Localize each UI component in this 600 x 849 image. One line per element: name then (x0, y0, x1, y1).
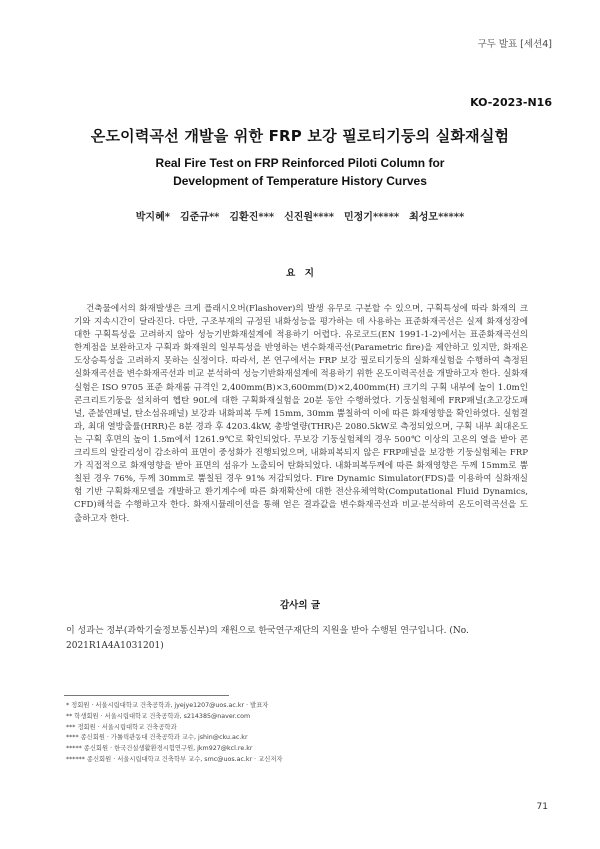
acknowledgment-heading: 감사의 글 (279, 600, 320, 611)
paper-id: KO-2023-N16 (470, 96, 552, 109)
footnotes (66, 701, 536, 766)
page-number: 71 (536, 802, 548, 812)
session-label: 구두 발표 [세션4] (477, 39, 552, 50)
author-list: 박지혜* 김준규** 김환진*** 신진원**** 민정기***** 최성모***** (135, 212, 465, 223)
footnote-line: *** 정회원 · 서울시립대학교 건축공학과 (66, 723, 177, 731)
title-korean: 온도이력곡선 개발을 위한 FRP 보강 필로티기둥의 실화재실험 (90, 127, 510, 145)
abstract-heading: 요 지 (286, 268, 314, 279)
footnote-divider (64, 695, 229, 696)
title-english-line-1: Real Fire Test on FRP Reinforced Piloti Column for (155, 156, 445, 170)
footnote-line: * 정회원 · 서울시립대학교 건축공학과, jyejye1207@uos.ac.kr · 발표자 (66, 702, 269, 709)
abstract-body: 건축물에서의 화재발생은 크게 플래시오버(Flashover)의 발생 유무로 구분할 수 있으며, 구획특성에 따라 화재의 크기와 지속시간이 달라진다. 다만, 구조부재의 규정된 내화성능을 평가하는 데 사용하는 표준화재곡선은 실제 화재성장에 대한 구획특성을 고려하지 않아 성능기반화재설계에 적용하기 어렵다. 유로코드(EN 1991-1-2)에서는 표준화재곡선의 한계점을 보완하고자 구획과 화재원의 일부특성을 반영하는 변수화재곡선(Parametric fire)을 제안하고 있지만, 화재온도상승특성을 고려하지 못하는 실정이다. 따라서, 본 연구에서는 FRP 보강 필로티기둥의 실화재실험을 수행하여 측정된 실화재곡선을 변수화재곡선과 비교 분석하여 성능기반화재설계에 적용하기 위한 온도이력곡선을 개발하고자 한다. 실화재실험은 ISO 9705 표준 화재룸 규격인 2,400mm(B)×3,600mm(D)×2,400mm(H) 크기의 구획 내부에 높이 1.0m인 콘크리트기둥을 설치하여 헵탄 90L에 대한 구획화재실험을 20분 동안 수행하였다. 기둥실험체에 FRP패널(초고강도패널, 준불연패널, 탄소섬유패널) 보강과 내화피복 두께 15mm, 30mm 뿜칠하여 이에 따른 화재영향을 확인하였다. 실험결과, 최대 열방출률(HRR)은 8분 경과 후 4203.4kW, 총방열량(THR)은 2080.5kW로 측정되었으며, 구획 내부 최대온도는 구획 후면의 높이 1.5m에서 1261.9℃로 확인되었다. 무보강 기둥실험체의 경우 500℃ 이상의 고온의 열을 받아 콘크리트의 알칼리성이 감소하여 표면이 중성화가 진행되었으며, 내화피복되지 않은 FRP패널을 보강한 기둥실험체는 FRP가 직접적으로 화재영향을 받아 표면의 섬유가 노출되어 탄화되었다. 내화피복두께에 따른 화재영향은 두께 15mm로 뿜칠된 경우 76%, 두께 30mm로 뿜칠된 경우 91% 저감되었다. Fire Dynamic Simulator(FDS)를 이용하여 실화재실험 기반 구획화재모델을 개발하고 환기계수에 따른 화재확산에 대한 전산유체역학(Computational Fluid Dynamics, CFD)해석을 수행하고자 한다. 화재시뮬레이션을 통해 얻은 결과값을 변수화재곡선과 비교·분석하여 온도이력곡선을 도출하고자 한다. (74, 304, 528, 524)
footnote-line: ***** 종신회원 · 한국건설생활환경시험연구원, jkm927@kcl.re.kr (66, 745, 253, 753)
footnote-line: ****** 종신회원 · 서울시립대학교 건축학부 교수, smc@uos.ac.kr · 교신저자 (66, 755, 283, 763)
acknowledgment-body: 이 성과는 정부(과학기술정보통신부)의 재원으로 한국연구재단의 지원을 받아 수행된 연구입니다. (No. 2021R1A4A1031201) (66, 626, 469, 651)
title-english-line-2: Development of Temperature History Curves (173, 174, 427, 188)
footnote-line: **** 종신회원 · 가톨릭관동대 건축공학과 교수, jshin@cku.ac.kr (66, 734, 248, 742)
footnote-line: ** 학생회원 · 서울시립대학교 건축공학과, s214385@naver.com (66, 712, 251, 720)
title-english (0, 154, 600, 190)
